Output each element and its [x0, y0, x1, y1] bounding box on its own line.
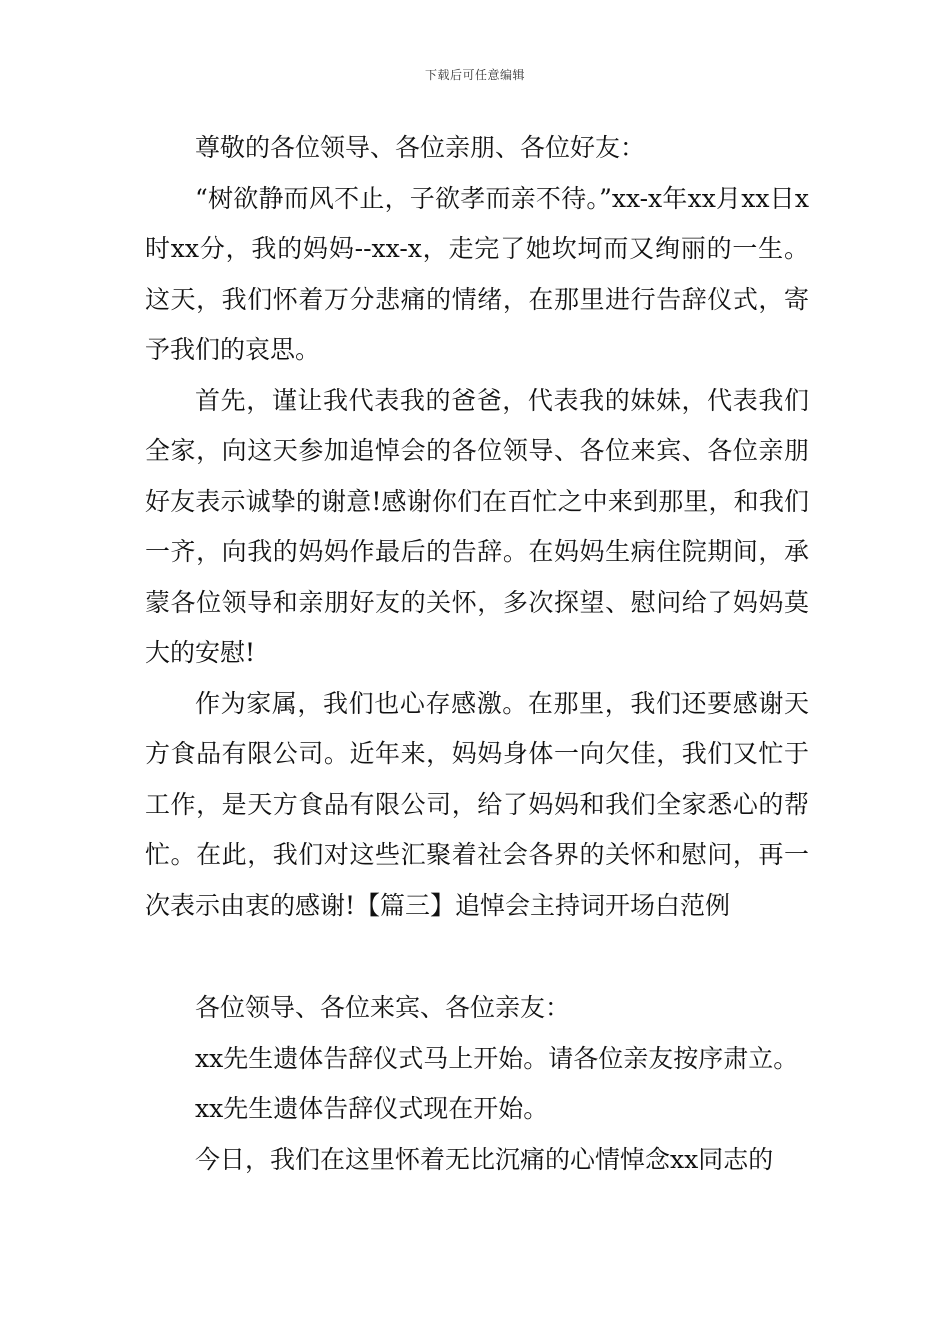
header-note: 下载后可任意编辑: [424, 68, 525, 82]
section-gap: [145, 931, 809, 983]
opening-paragraph: “树欲静而风不止，子欲孝而亲不待。”xx-x年xx月xx日x时xx分，我的妈妈--xx-x，走完了她坎坷而又绚丽的一生。这天，我们怀着万分悲痛的情绪，在那里进行告辞仪式，寄予我们的哀思。: [145, 183, 809, 364]
gratitude-paragraph: 作为家属，我们也心存感激。在那里，我们还要感谢天方食品有限公司。近年来，妈妈身体一向欠佳，我们又忙于工作，是天方食品有限公司，给了妈妈和我们全家悉心的帮忙。在此，我们对这些汇聚着社会各界的关怀和慰问，再一次表示由衷的感谢!【篇三】追悼会主持词开场白范例: [145, 688, 809, 920]
section2-line-2: xx先生遗体告辞仪式现在开始。: [195, 1094, 549, 1123]
thanks-paragraph: 首先，谨让我代表我的爸爸，代表我的妹妹，代表我们全家，向这天参加追悼会的各位领导、各位来宾、各位亲朋好友表示诚挚的谢意!感谢你们在百忙之中来到那里，和我们一齐，向我的妈妈作最后的告辞。在妈妈生病住院期间，承蒙各位领导和亲朋好友的关怀，多次探望、慰问给了妈妈莫大的安慰!: [145, 385, 809, 667]
section2-salutation: 各位领导、各位来宾、各位亲友：: [195, 993, 571, 1022]
section2-line-1: xx先生遗体告辞仪式马上开始。请各位亲友按序肃立。: [195, 1043, 799, 1073]
document-body: [145, 123, 809, 1185]
section2-line-3: 今日，我们在这里怀着无比沉痛的心情悼念xx同志的: [195, 1144, 774, 1174]
salutation-paragraph: 尊敬的各位领导、各位亲朋、各位好友：: [195, 133, 646, 162]
